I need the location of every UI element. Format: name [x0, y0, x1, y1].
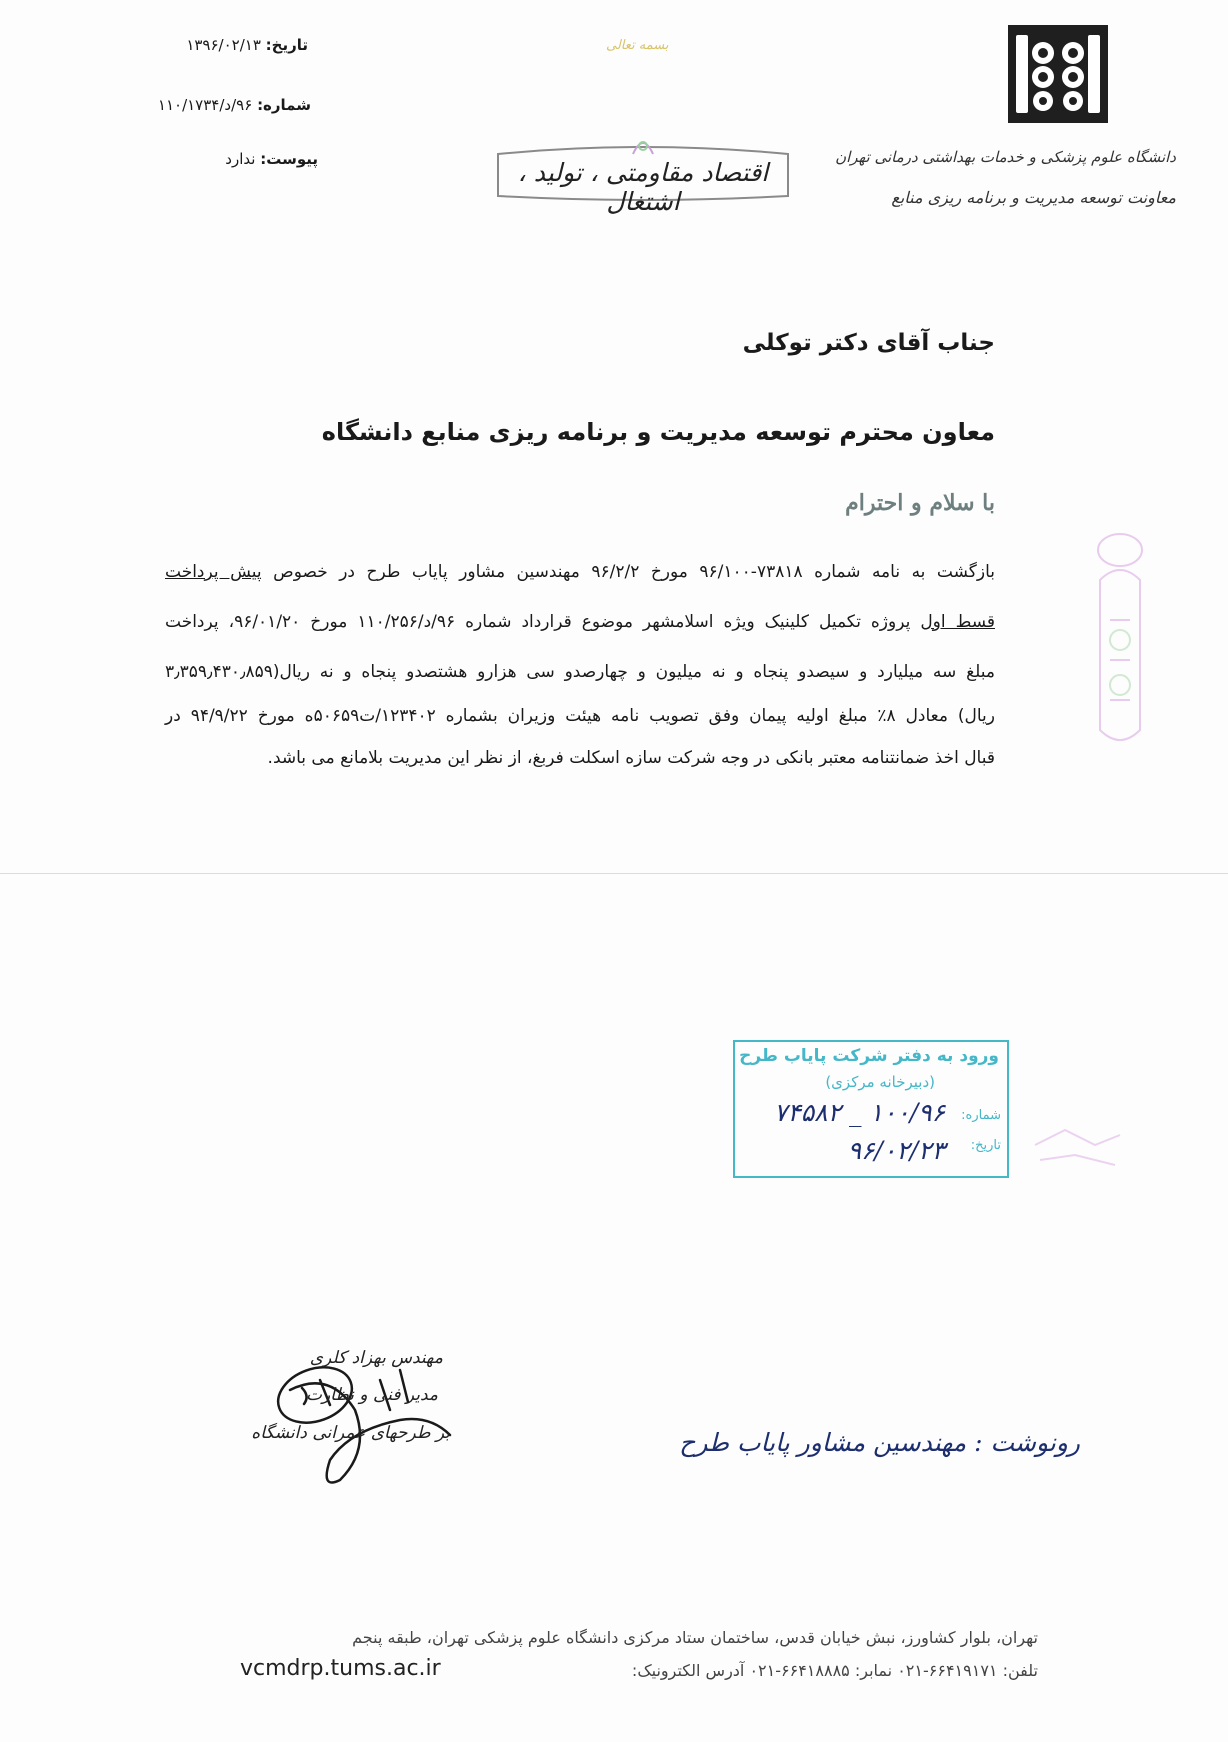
org-department: معاونت توسعه مدیریت و برنامه ریزی منابع — [891, 188, 1176, 207]
footer-contact: تلفن: ۶۶۴۱۹۱۷۱-۰۲۱ نمابر: ۶۶۴۱۸۸۸۵-۰۲۱ آدرس الکترونیک: — [631, 1661, 1038, 1680]
registry-stamp — [733, 1040, 1009, 1178]
body-line-4: ریال) معادل ۸٪ مبلغ اولیه پیمان وفق تصویب نامه هیئت وزیران بشماره ۱۲۳۴۰۲/ت۵۰۶۵۹ه مورخ ۹۴/۹/۲۲ در — [165, 706, 995, 726]
body-line-1-text: بازگشت به نامه شماره ۷۳۸۱۸-۹۶/۱۰۰ مورخ ۹۶/۲/۲ مهندسین مشاور پایاب طرح در خصوص — [273, 562, 995, 582]
body-line-2-underlined: قسط اول — [920, 612, 995, 632]
footer-address: تهران، بلوار کشاورز، نبش خیابان قدس، ساختمان ستاد مرکزی دانشگاه علوم پزشکی تهران، طبقه پنجم — [352, 1628, 1038, 1647]
letter-date — [186, 36, 308, 54]
date-label: تاریخ: — [265, 36, 308, 54]
stamp-subtitle: (دبیرخانه مرکزی) — [825, 1073, 935, 1091]
attachment-label: پیوست: — [260, 150, 318, 168]
fold-line — [0, 873, 1228, 874]
stamp-number-label: شماره: — [961, 1108, 1001, 1123]
signatory-scope: بر طرحهای عمرانی دانشگاه — [251, 1423, 450, 1443]
signatory-role: مدیر فنی و نظارت — [305, 1385, 438, 1405]
number-value: ۹۶/د/۱۱۰/۱۷۳۴ — [157, 96, 253, 114]
body-line-3: مبلغ سه میلیارد و سیصدو پنجاه و نه میلیون و چهارصدو سی هزارو هشتصدو پنجاه و نه ریال(۳٫۳۵۹٫۴۳۰٫۸۵۹ — [165, 662, 995, 682]
addressee-title: معاون محترم توسعه مدیریت و برنامه ریزی منابع دانشگاه — [321, 418, 995, 446]
bismillah: بسمه تعالی — [606, 38, 669, 53]
number-label: شماره: — [257, 96, 311, 114]
body-line-1 — [165, 562, 995, 582]
body-line-2 — [165, 612, 995, 632]
body-line-2-text: پروژه تکمیل کلینیک ویژه اسلامشهر موضوع قرارداد شماره ۹۶/د/۱۱۰/۲۵۶ مورخ ۹۶/۰۱/۲۰، پرداخت — [165, 612, 911, 632]
signatory-name: مهندس بهزاد کلری — [309, 1348, 443, 1368]
stamp-date-label: تاریخ: — [970, 1138, 1001, 1153]
body-line-1-underlined: پیش پرداخت — [165, 562, 262, 582]
greeting: با سلام و احترام — [845, 490, 995, 516]
stamp-number-value: ۱۰۰/۹۶ _ ۷۴۵۸۲ — [773, 1098, 945, 1127]
footer-website: vcmdrp.tums.ac.ir — [240, 1656, 441, 1681]
bleed-through-mark — [1075, 510, 1165, 810]
slogan-text: اقتصاد مقاومتی ، تولید ، اشتغال — [517, 158, 769, 216]
stamp-title: ورود به دفتر شرکت پایاب طرح — [739, 1046, 999, 1066]
letter-attachment — [225, 150, 318, 168]
body-line-5: قبال اخذ ضمانتنامه معتبر بانکی در وجه شرکت سازه اسکلت فربغ، از نظر این مدیریت بلامانع می باشد. — [267, 748, 995, 768]
attachment-value: ندارد — [225, 150, 256, 168]
slogan-banner — [488, 140, 798, 216]
letter-number — [158, 96, 311, 114]
bleed-through-mark-2 — [1025, 1110, 1125, 1180]
org-name: دانشگاه علوم پزشکی و خدمات بهداشتی درمانی تهران — [835, 148, 1176, 166]
cc-note: رونوشت : مهندسین مشاور پایاب طرح — [679, 1428, 1080, 1457]
date-value: ۱۳۹۶/۰۲/۱۳ — [186, 36, 261, 54]
stamp-date-value: ۹۶/۰۲/۲۳ — [847, 1136, 945, 1165]
addressee: جناب آقای دکتر توکلی — [742, 330, 995, 356]
university-emblem-icon — [1008, 25, 1108, 123]
